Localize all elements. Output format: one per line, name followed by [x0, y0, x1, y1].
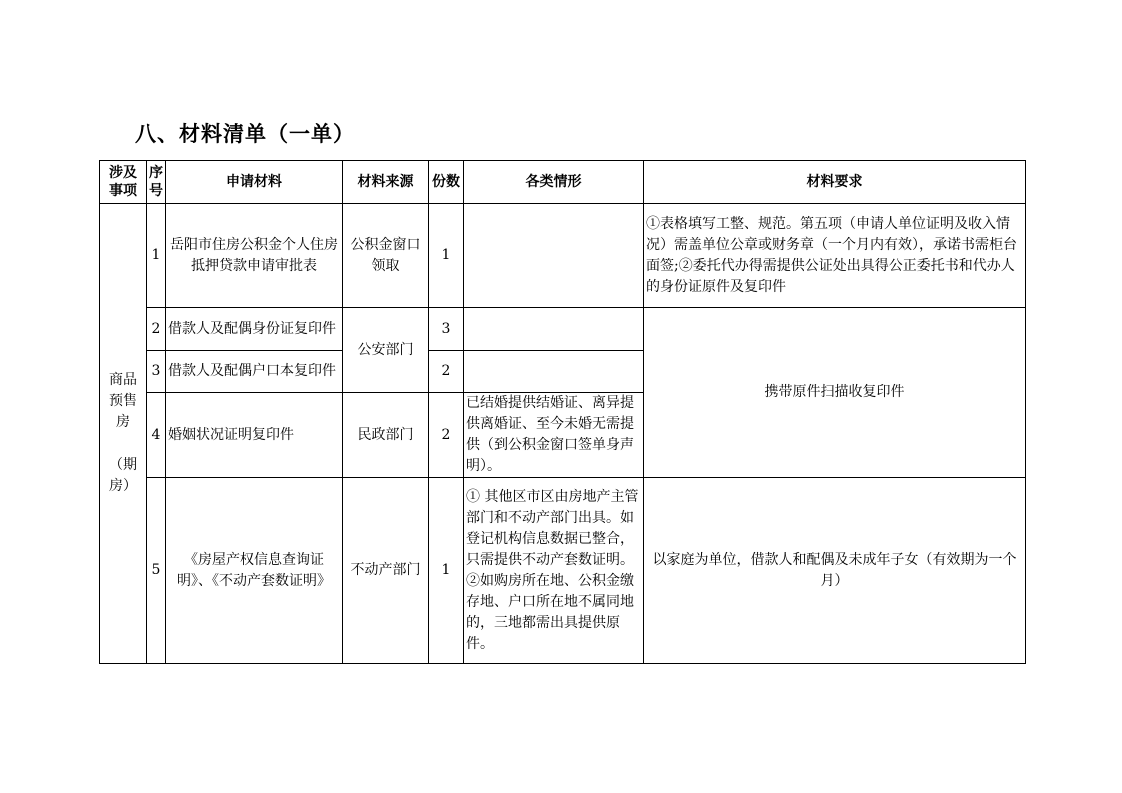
- material-cell: 借款人及配偶身份证复印件: [166, 308, 343, 351]
- copies-cell: 2: [429, 351, 464, 393]
- header-material: 申请材料: [166, 161, 343, 204]
- row-number: 4: [147, 393, 166, 478]
- category-line: 房: [116, 414, 130, 430]
- row-number: 3: [147, 351, 166, 393]
- requirement-cell: 携带原件扫描收复印件: [644, 308, 1026, 478]
- category-line: （期: [109, 457, 137, 473]
- material-cell: 《房屋产权信息查询证明》、《不动产套数证明》: [166, 478, 343, 664]
- table-row: [100, 478, 1026, 664]
- source-cell: 不动产部门: [343, 478, 429, 664]
- material-cell: 借款人及配偶户口本复印件: [166, 351, 343, 393]
- category-line: 预售: [109, 393, 137, 409]
- category-cell: [100, 204, 147, 664]
- header-category: [100, 161, 147, 204]
- header-category-line1: 涉及: [109, 165, 137, 181]
- source-cell: 公安部门: [343, 308, 429, 393]
- situation-cell: [464, 204, 644, 308]
- row-number: 5: [147, 478, 166, 664]
- category-line: 商品: [109, 372, 137, 388]
- row-number: 2: [147, 308, 166, 351]
- material-cell: 岳阳市住房公积金个人住房抵押贷款申请审批表: [166, 204, 343, 308]
- header-index: [147, 161, 166, 204]
- situation-cell: ① 其他区市区由房地产主管部门和不动产部门出具。如登记机构信息数据已整合，只需提供不动产套数证明。②如购房所在地、公积金缴存地、户口所在地不属同地的，三地都需出具提供原件。: [464, 478, 644, 664]
- copies-cell: 2: [429, 393, 464, 478]
- header-index-line2: 号: [149, 183, 163, 199]
- requirement-cell: ①表格填写工整、规范。第五项（申请人单位证明及收入情况）需盖单位公章或财务章（一个月内有效），承诺书需柜台面签;②委托代办得需提供公证处出具得公正委托书和代办人的身份证原件及复印件: [644, 204, 1026, 308]
- header-source: 材料来源: [343, 161, 429, 204]
- situation-cell: [464, 351, 644, 393]
- material-cell: 婚姻状况证明复印件: [166, 393, 343, 478]
- header-situations: 各类情形: [464, 161, 644, 204]
- situation-cell: 已结婚提供结婚证、离异提供离婚证、至今未婚无需提供（到公积金窗口签单身声明）。: [464, 393, 644, 478]
- situation-cell: [464, 308, 644, 351]
- copies-cell: 1: [429, 478, 464, 664]
- table-row: [100, 308, 1026, 351]
- table-row: [100, 204, 1026, 308]
- source-cell: 民政部门: [343, 393, 429, 478]
- copies-cell: 1: [429, 204, 464, 308]
- table-header-row: [100, 161, 1026, 204]
- page-title: 八、材料清单（一单）: [135, 122, 355, 146]
- materials-table: [99, 160, 1026, 664]
- source-cell: 公积金窗口领取: [343, 204, 429, 308]
- header-copies: 份数: [429, 161, 464, 204]
- copies-cell: 3: [429, 308, 464, 351]
- category-line: 房）: [109, 478, 137, 494]
- requirement-cell: 以家庭为单位，借款人和配偶及未成年子女（有效期为一个月）: [644, 478, 1026, 664]
- header-category-line2: 事项: [109, 183, 137, 199]
- header-requirements: 材料要求: [644, 161, 1026, 204]
- row-number: 1: [147, 204, 166, 308]
- header-index-line1: 序: [149, 165, 163, 181]
